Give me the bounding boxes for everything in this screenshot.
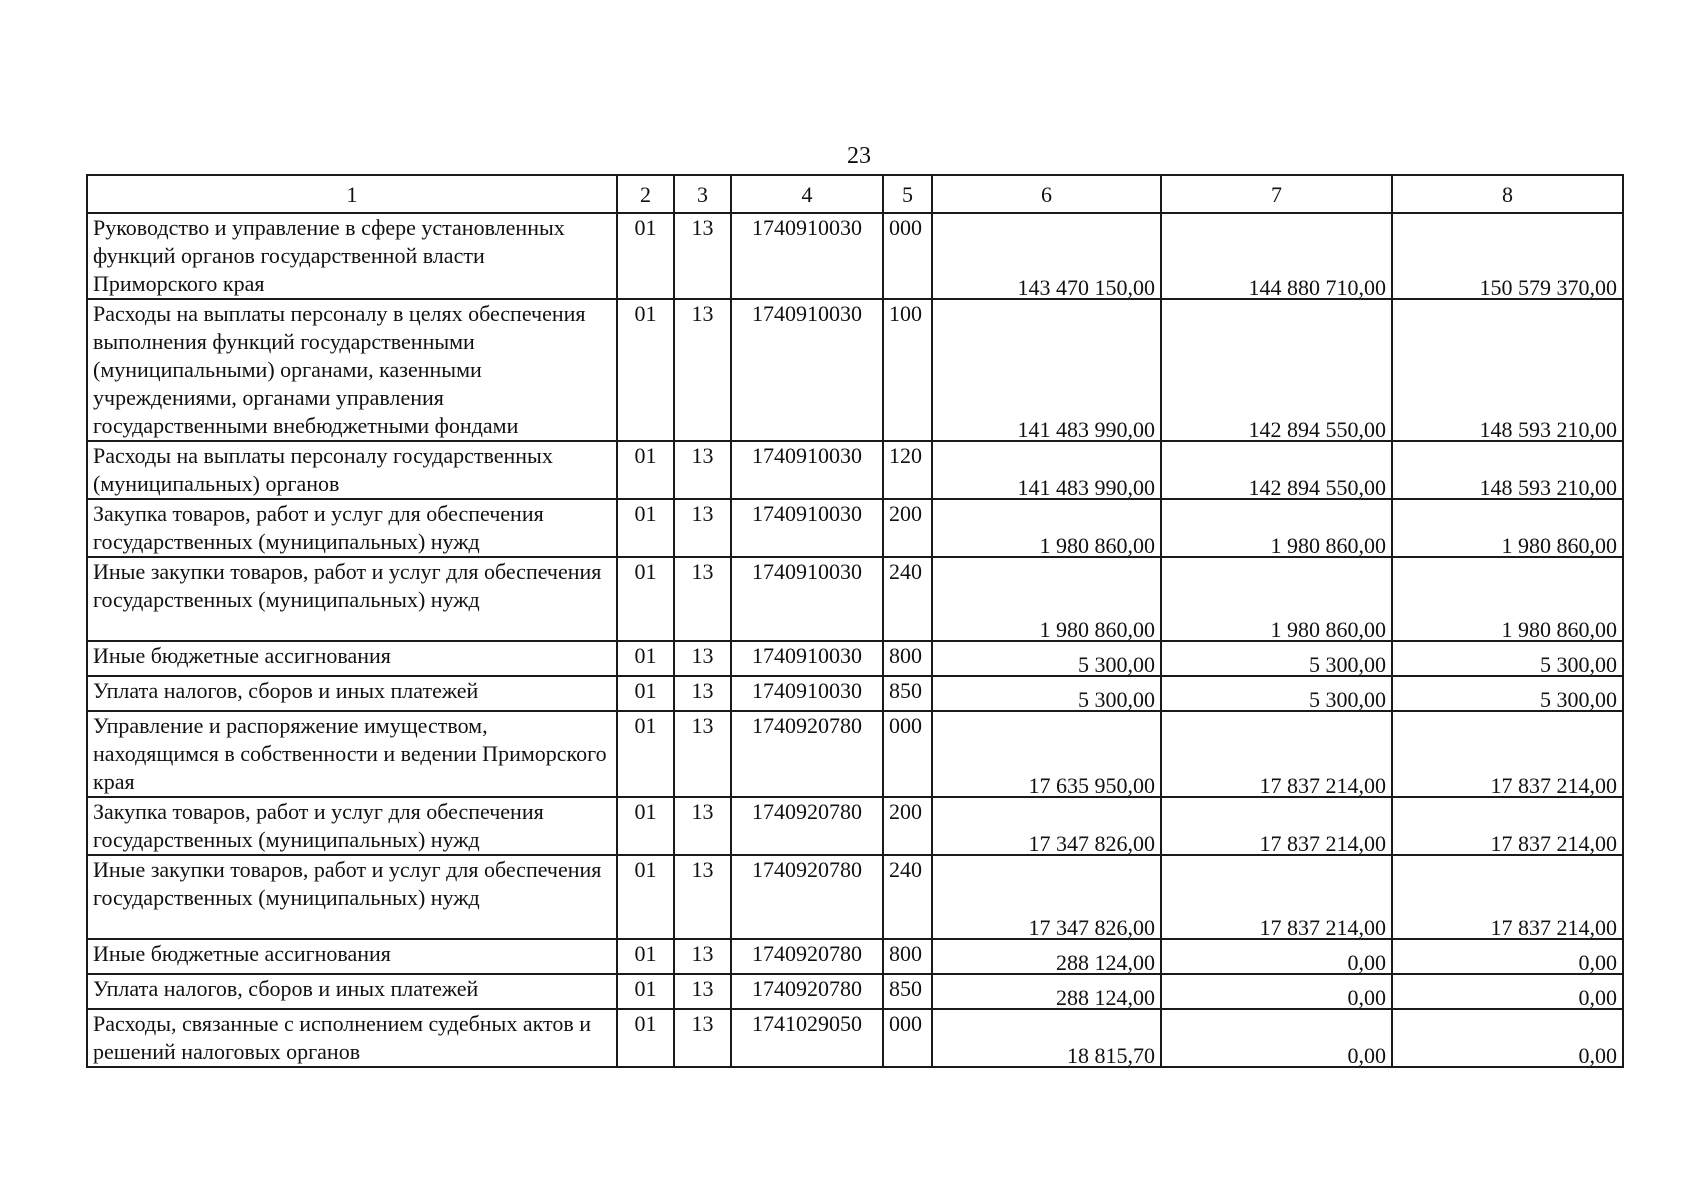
- budget-table: [86, 174, 1624, 1068]
- amount-col6: [932, 797, 1161, 855]
- amount-col8-value: 17 837 214,00: [1490, 831, 1617, 856]
- amount-col7: [1161, 974, 1392, 1009]
- amount-col6-value: 141 483 990,00: [1017, 417, 1155, 442]
- table-row: [87, 499, 1623, 557]
- page-number: 23: [847, 143, 871, 169]
- amount-col7: [1161, 641, 1392, 676]
- subsection-code: 13: [674, 939, 731, 974]
- expense-type-code: 000: [883, 711, 932, 797]
- target-article-code: 1740920780: [731, 711, 883, 797]
- table-row: [87, 641, 1623, 676]
- amount-col6: [932, 676, 1161, 711]
- table-row: [87, 939, 1623, 974]
- amount-col6-value: 143 470 150,00: [1017, 275, 1155, 300]
- amount-col6: [932, 855, 1161, 939]
- table-row: [87, 213, 1623, 299]
- subsection-code: 13: [674, 557, 731, 641]
- amount-col6-value: 18 815,70: [1067, 1043, 1155, 1068]
- amount-col7: [1161, 299, 1392, 441]
- expense-type-code: 240: [883, 557, 932, 641]
- amount-col7: [1161, 676, 1392, 711]
- amount-col6: [932, 441, 1161, 499]
- section-code: 01: [617, 797, 674, 855]
- amount-col6-value: 17 347 826,00: [1028, 831, 1155, 856]
- expense-name: Иные закупки товаров, работ и услуг для обеспечения государственных (муниципальных) нужд: [87, 855, 617, 939]
- expense-type-code: 120: [883, 441, 932, 499]
- amount-col8: [1392, 213, 1623, 299]
- section-code: 01: [617, 499, 674, 557]
- target-article-code: 1741029050: [731, 1009, 883, 1067]
- table-row: [87, 557, 1623, 641]
- expense-type-code: 850: [883, 974, 932, 1009]
- section-code: 01: [617, 441, 674, 499]
- amount-col7-value: 1 980 860,00: [1270, 533, 1386, 558]
- subsection-code: 13: [674, 441, 731, 499]
- amount-col6: [932, 213, 1161, 299]
- amount-col7: [1161, 213, 1392, 299]
- table-row: [87, 855, 1623, 939]
- amount-col8: [1392, 557, 1623, 641]
- table-row: [87, 441, 1623, 499]
- column-header: 2: [617, 175, 674, 213]
- target-article-code: 1740910030: [731, 641, 883, 676]
- amount-col7: [1161, 557, 1392, 641]
- amount-col7: [1161, 1009, 1392, 1067]
- amount-col8-value: 148 593 210,00: [1479, 417, 1617, 442]
- amount-col8: [1392, 441, 1623, 499]
- expense-name: Иные бюджетные ассигнования: [87, 641, 617, 676]
- amount-col8-value: 1 980 860,00: [1501, 617, 1617, 642]
- section-code: 01: [617, 1009, 674, 1067]
- amount-col6: [932, 711, 1161, 797]
- target-article-code: 1740910030: [731, 676, 883, 711]
- expense-name: Расходы, связанные с исполнением судебных актов и решений налоговых органов: [87, 1009, 617, 1067]
- section-code: 01: [617, 641, 674, 676]
- subsection-code: 13: [674, 855, 731, 939]
- amount-col8: [1392, 641, 1623, 676]
- amount-col8-value: 148 593 210,00: [1479, 475, 1617, 500]
- expense-name: Закупка товаров, работ и услуг для обеспечения государственных (муниципальных) нужд: [87, 499, 617, 557]
- subsection-code: 13: [674, 213, 731, 299]
- amount-col7-value: 142 894 550,00: [1248, 475, 1386, 500]
- target-article-code: 1740920780: [731, 797, 883, 855]
- subsection-code: 13: [674, 641, 731, 676]
- section-code: 01: [617, 299, 674, 441]
- expense-name: Расходы на выплаты персоналу государственных (муниципальных) органов: [87, 441, 617, 499]
- amount-col6: [932, 557, 1161, 641]
- amount-col8-value: 17 837 214,00: [1490, 915, 1617, 940]
- amount-col6: [932, 499, 1161, 557]
- amount-col8-value: 1 980 860,00: [1501, 533, 1617, 558]
- expense-type-code: 100: [883, 299, 932, 441]
- amount-col8: [1392, 711, 1623, 797]
- section-code: 01: [617, 676, 674, 711]
- amount-col6-value: 1 980 860,00: [1039, 533, 1155, 558]
- amount-col6: [932, 1009, 1161, 1067]
- amount-col8: [1392, 299, 1623, 441]
- amount-col7-value: 144 880 710,00: [1248, 275, 1386, 300]
- expense-type-code: 850: [883, 676, 932, 711]
- amount-col7-value: 0,00: [1347, 985, 1386, 1010]
- target-article-code: 1740910030: [731, 499, 883, 557]
- amount-col6: [932, 299, 1161, 441]
- expense-type-code: 800: [883, 939, 932, 974]
- amount-col7-value: 5 300,00: [1309, 652, 1386, 677]
- subsection-code: 13: [674, 676, 731, 711]
- column-header: 3: [674, 175, 731, 213]
- expense-type-code: 000: [883, 1009, 932, 1067]
- header-row: [87, 175, 1623, 213]
- expense-name: Уплата налогов, сборов и иных платежей: [87, 974, 617, 1009]
- amount-col8-value: 5 300,00: [1540, 687, 1617, 712]
- amount-col8: [1392, 939, 1623, 974]
- amount-col6-value: 1 980 860,00: [1039, 617, 1155, 642]
- target-article-code: 1740920780: [731, 855, 883, 939]
- target-article-code: 1740910030: [731, 441, 883, 499]
- section-code: 01: [617, 557, 674, 641]
- target-article-code: 1740920780: [731, 939, 883, 974]
- expense-name: Иные бюджетные ассигнования: [87, 939, 617, 974]
- expense-type-code: 000: [883, 213, 932, 299]
- table-row: [87, 974, 1623, 1009]
- amount-col7: [1161, 711, 1392, 797]
- amount-col6-value: 141 483 990,00: [1017, 475, 1155, 500]
- column-header: 7: [1161, 175, 1392, 213]
- section-code: 01: [617, 939, 674, 974]
- amount-col8-value: 17 837 214,00: [1490, 773, 1617, 798]
- column-header: 4: [731, 175, 883, 213]
- amount-col6-value: 5 300,00: [1078, 652, 1155, 677]
- amount-col6: [932, 641, 1161, 676]
- target-article-code: 1740910030: [731, 213, 883, 299]
- target-article-code: 1740910030: [731, 557, 883, 641]
- expense-type-code: 800: [883, 641, 932, 676]
- table-body: [87, 213, 1623, 1067]
- amount-col7-value: 17 837 214,00: [1259, 915, 1386, 940]
- target-article-code: 1740920780: [731, 974, 883, 1009]
- subsection-code: 13: [674, 711, 731, 797]
- amount-col7: [1161, 441, 1392, 499]
- column-header: 1: [87, 175, 617, 213]
- amount-col8-value: 0,00: [1578, 950, 1617, 975]
- target-article-code: 1740910030: [731, 299, 883, 441]
- section-code: 01: [617, 711, 674, 797]
- expense-name: Управление и распоряжение имуществом, находящимся в собственности и ведении Приморского края: [87, 711, 617, 797]
- amount-col7-value: 17 837 214,00: [1259, 831, 1386, 856]
- amount-col8: [1392, 974, 1623, 1009]
- amount-col8-value: 0,00: [1578, 985, 1617, 1010]
- section-code: 01: [617, 974, 674, 1009]
- amount-col8: [1392, 1009, 1623, 1067]
- table-row: [87, 711, 1623, 797]
- amount-col7: [1161, 499, 1392, 557]
- expense-name: Руководство и управление в сфере установленных функций органов государственной власти Приморского края: [87, 213, 617, 299]
- amount-col7-value: 142 894 550,00: [1248, 417, 1386, 442]
- subsection-code: 13: [674, 797, 731, 855]
- amount-col6-value: 17 635 950,00: [1028, 773, 1155, 798]
- amount-col7: [1161, 939, 1392, 974]
- amount-col6: [932, 939, 1161, 974]
- table-row: [87, 299, 1623, 441]
- column-header: 5: [883, 175, 932, 213]
- table-row: [87, 797, 1623, 855]
- amount-col7-value: 0,00: [1347, 1043, 1386, 1068]
- expense-name: Иные закупки товаров, работ и услуг для обеспечения государственных (муниципальных) нужд: [87, 557, 617, 641]
- amount-col6: [932, 974, 1161, 1009]
- amount-col8-value: 150 579 370,00: [1479, 275, 1617, 300]
- expense-type-code: 240: [883, 855, 932, 939]
- subsection-code: 13: [674, 974, 731, 1009]
- expense-name: Закупка товаров, работ и услуг для обеспечения государственных (муниципальных) нужд: [87, 797, 617, 855]
- amount-col8: [1392, 499, 1623, 557]
- expense-type-code: 200: [883, 499, 932, 557]
- amount-col7-value: 1 980 860,00: [1270, 617, 1386, 642]
- amount-col7-value: 17 837 214,00: [1259, 773, 1386, 798]
- amount-col8-value: 0,00: [1578, 1043, 1617, 1068]
- column-header: 6: [932, 175, 1161, 213]
- amount-col8: [1392, 797, 1623, 855]
- subsection-code: 13: [674, 1009, 731, 1067]
- column-header: 8: [1392, 175, 1623, 213]
- amount-col8-value: 5 300,00: [1540, 652, 1617, 677]
- subsection-code: 13: [674, 299, 731, 441]
- section-code: 01: [617, 213, 674, 299]
- expense-name: Уплата налогов, сборов и иных платежей: [87, 676, 617, 711]
- table-row: [87, 1009, 1623, 1067]
- section-code: 01: [617, 855, 674, 939]
- amount-col7: [1161, 797, 1392, 855]
- expense-name: Расходы на выплаты персоналу в целях обеспечения выполнения функций государственными (муниципальными) органами, казенными учреждениями, органами управления государственными внебюджетными фондами: [87, 299, 617, 441]
- amount-col6-value: 5 300,00: [1078, 687, 1155, 712]
- amount-col7-value: 0,00: [1347, 950, 1386, 975]
- amount-col6-value: 17 347 826,00: [1028, 915, 1155, 940]
- table-row: [87, 676, 1623, 711]
- amount-col7: [1161, 855, 1392, 939]
- expense-type-code: 200: [883, 797, 932, 855]
- amount-col8: [1392, 855, 1623, 939]
- amount-col7-value: 5 300,00: [1309, 687, 1386, 712]
- amount-col6-value: 288 124,00: [1056, 985, 1155, 1010]
- amount-col6-value: 288 124,00: [1056, 950, 1155, 975]
- amount-col8: [1392, 676, 1623, 711]
- subsection-code: 13: [674, 499, 731, 557]
